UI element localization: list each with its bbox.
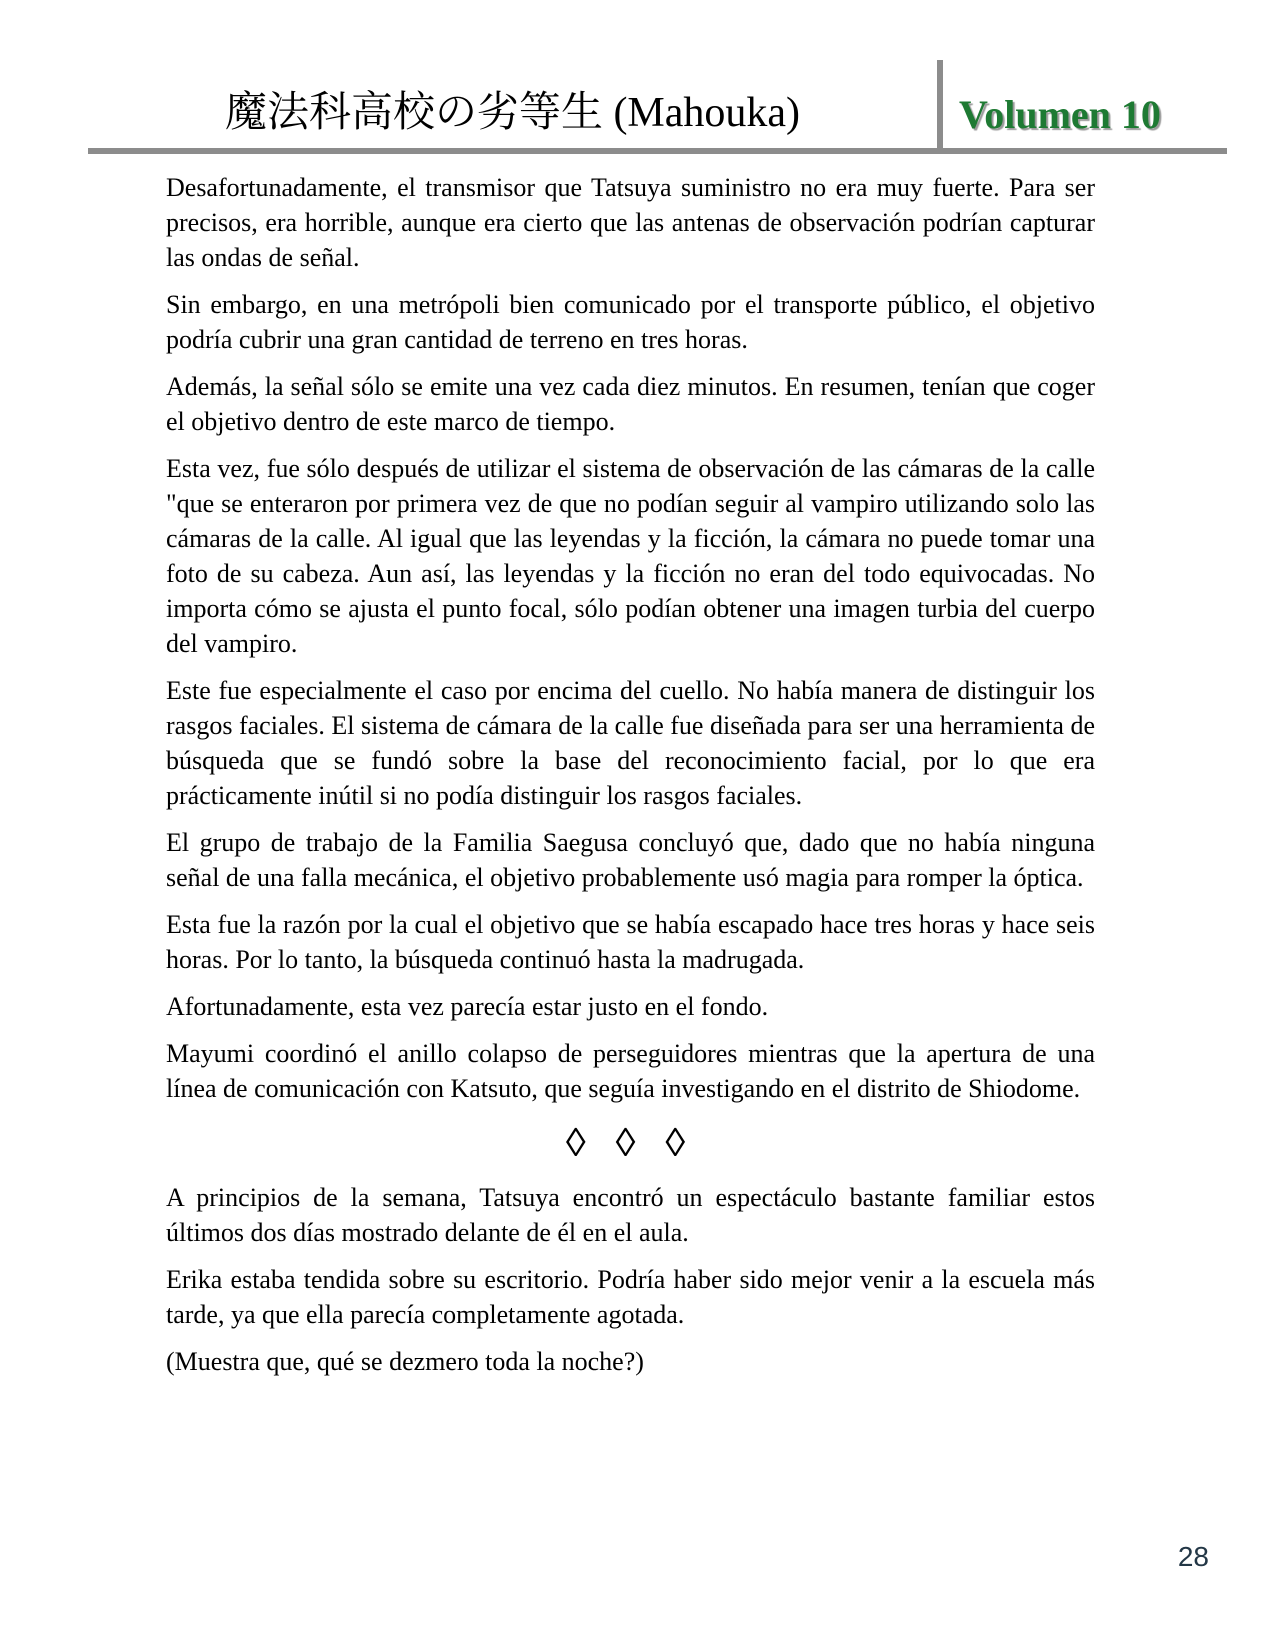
page-header <box>88 60 1227 154</box>
paragraph: Esta fue la razón por la cual el objetivo que se había escapado hace tres horas y hace seis horas. Por lo tanto, la búsqueda continuó hasta la madrugada. <box>166 910 1095 974</box>
volume-label: Volumen 10 <box>959 92 1161 137</box>
paragraph: Afortunadamente, esta vez parecía estar justo en el fondo. <box>166 992 769 1021</box>
paragraph: Esta vez, fue sólo después de utilizar el sistema de observación de las cámaras de la calle "que se enteraron por primera vez de que no podían seguir al vampiro utilizando solo las cámaras de la calle. Al igual que las leyendas y la ficción, la cámara no puede tomar una foto de su cabeza. Aun así, las leyendas y la ficción no eran del todo equivocadas. No importa cómo se ajusta el punto focal, sólo podían obtener una imagen turbia del cuerpo del vampiro. <box>166 454 1095 658</box>
paragraph: (Muestra que, qué se dezmero toda la noche?) <box>166 1347 644 1376</box>
header-row <box>88 60 1227 148</box>
page-number: 28 <box>1177 1541 1209 1572</box>
paragraph: A principios de la semana, Tatsuya encontró un espectáculo bastante familiar estos últimos dos días mostrado delante de él en el aula. <box>166 1183 1095 1247</box>
paragraph: Erika estaba tendida sobre su escritorio. Podría haber sido mejor venir a la escuela más tarde, ya que ella parecía completamente agotada. <box>166 1265 1095 1329</box>
paragraph: Sin embargo, en una metrópoli bien comunicado por el transporte público, el objetivo podría cubrir una gran cantidad de terreno en tres horas. <box>166 290 1095 354</box>
series-title: 魔法科高校の劣等生 (Mahouka) <box>224 89 801 136</box>
paragraph: Este fue especialmente el caso por encima del cuello. No había manera de distinguir los rasgos faciales. El sistema de cámara de la calle fue diseñada para ser una herramienta de búsqueda que se fundó sobre la base del reconocimiento facial, por lo que era prácticamente inútil si no podía distinguir los rasgos faciales. <box>166 676 1095 810</box>
paragraph: Desafortunadamente, el transmisor que Tatsuya suministro no era muy fuerte. Para ser precisos, era horrible, aunque era cierto que las antenas de observación podrían capturar las ondas de señal. <box>166 173 1095 272</box>
paragraph: Mayumi coordinó el anillo colapso de perseguidores mientras que la apertura de una línea de comunicación con Katsuto, que seguía investigando en el distrito de Shiodome. <box>166 1039 1095 1103</box>
body-text <box>166 170 1095 1391</box>
scene-break-divider: ◊ ◊ ◊ <box>565 1120 696 1165</box>
paragraph: El grupo de trabajo de la Familia Saegusa concluyó que, dado que no había ninguna señal de una falla mecánica, el objetivo probablemente usó magia para romper la óptica. <box>166 828 1095 892</box>
paragraph: Además, la señal sólo se emite una vez cada diez minutos. En resumen, tenían que coger el objetivo dentro de este marco de tiempo. <box>166 372 1095 436</box>
header-rule <box>88 148 1227 154</box>
